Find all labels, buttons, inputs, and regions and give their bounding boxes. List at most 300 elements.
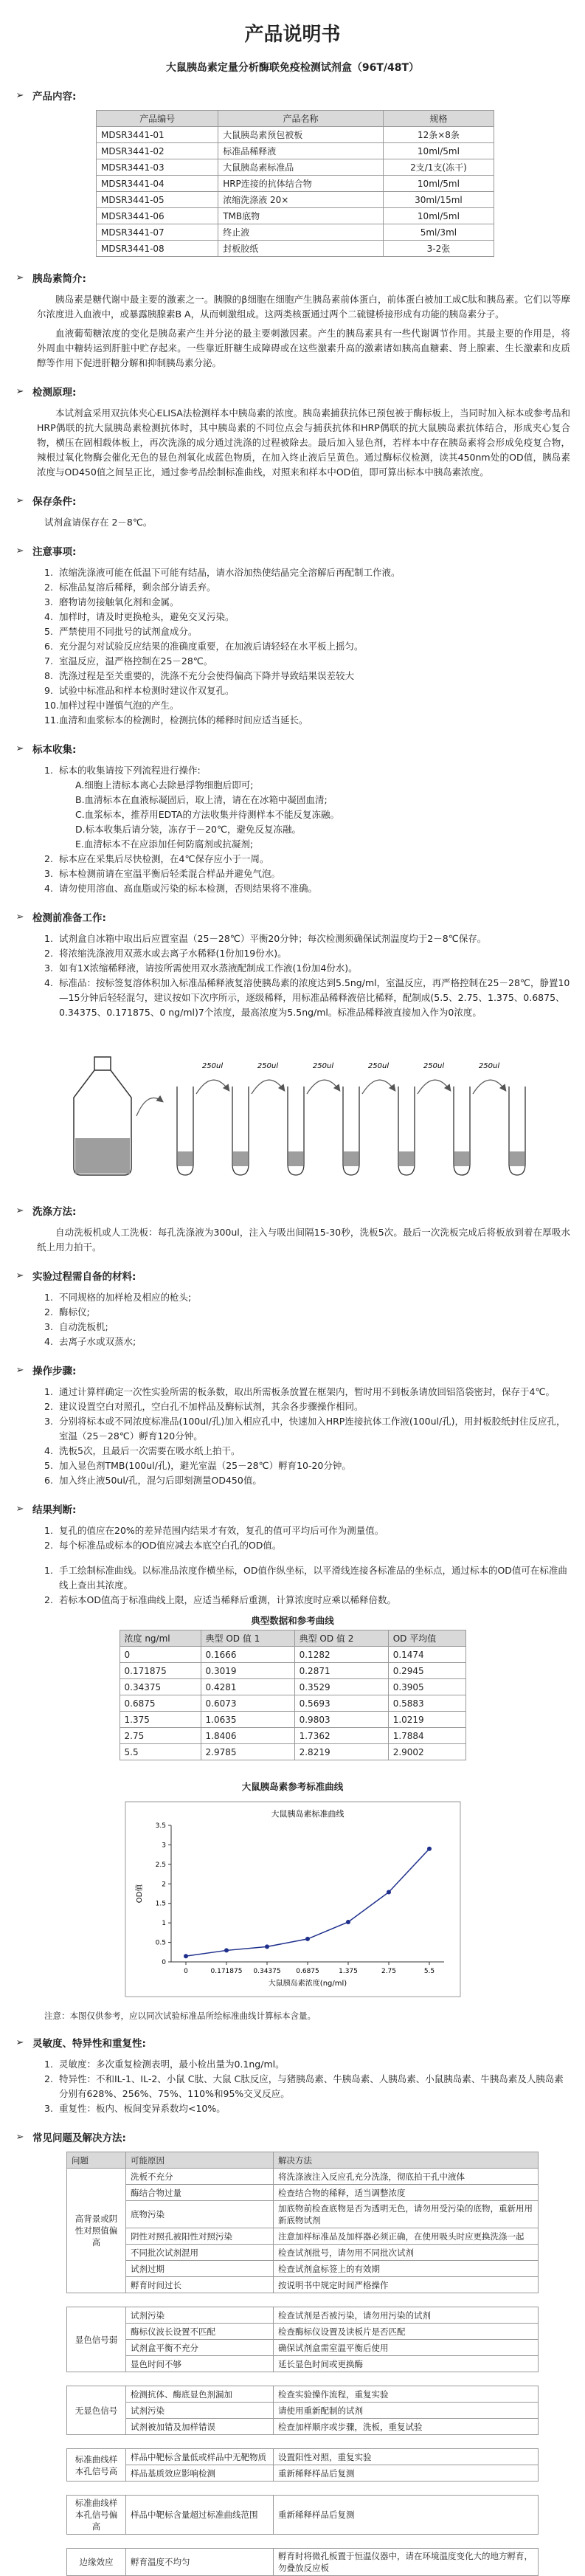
list-number: 5. — [44, 1460, 53, 1471]
section-sample — [15, 741, 570, 756]
table-row — [120, 1712, 465, 1728]
tube-icon — [232, 1086, 249, 1175]
table-spacer — [67, 2293, 539, 2307]
list-text: 严禁使用不同批号的试剂盒成分。 — [59, 626, 198, 637]
section-heading: 检测原理: — [32, 387, 77, 399]
y-tick-label: 1 — [161, 1920, 166, 1928]
x-tick-label: 0.171875 — [210, 1968, 242, 1975]
section-storage — [15, 493, 570, 508]
transfer-volume-label: 250ul — [367, 1062, 390, 1070]
table-header-row — [120, 1630, 465, 1647]
column-header: 问题 — [67, 2152, 126, 2169]
section-reagent-prep — [15, 909, 570, 924]
tube-icon — [343, 1086, 359, 1175]
table-row — [67, 2549, 539, 2576]
list-text: 通过计算样确定一次性实验所需的板条数，取出所需板条放置在框架内，暂时用不到板条请放回铝箔袋密封，保存于4℃。 — [59, 1386, 555, 1397]
results-list — [44, 1523, 570, 1553]
solution-cell: 重新稀释样品后复测 — [274, 2496, 539, 2535]
table-cell: 0.1474 — [388, 1647, 465, 1663]
sample-list — [44, 763, 570, 896]
list-number: 7. — [44, 655, 53, 667]
list-number: 1. — [44, 1292, 53, 1303]
list-item: 1. 标本的收集请按下列流程进行操作: A.细胞上清标本离心去除悬浮物细胞后即可; B.血清标本在血液标凝固后，取上清，请在在冰箱中凝固血清; C.血浆标本，推荐用EDTA的方法收集并待测样本不能反复冻融。 D.标本收集后请分装，冻存于－20℃，避免反复冻融。 E.血清标本不在应添加任何防腐剂或抗凝剂; — [44, 763, 570, 852]
cause-cell: 不同批次试剂混用 — [126, 2245, 274, 2261]
performance-list — [44, 2057, 570, 2116]
page-title: 产品说明书 — [244, 24, 341, 46]
cause-cell: 样品中靶标含量超过标准曲线范围 — [126, 2496, 274, 2535]
list-text: 加入终止液50ul/孔，混匀后即刻测量OD450值。 — [59, 1475, 262, 1486]
data-point — [224, 1948, 229, 1952]
section-intro — [15, 270, 570, 285]
list-text: 若标本OD值高于标准曲线上限，应适当稀释后重测，计算浓度时应乘以稀释倍数。 — [59, 1594, 396, 1605]
cause-cell: 试剂被加错及加样错误 — [126, 2419, 274, 2435]
tube-icon — [509, 1086, 525, 1175]
list-number: 2. — [44, 948, 53, 959]
wash-text: 自动洗板机或人工洗板：每孔洗涤液为300ul，注入与吸出间隔15-30秒，洗板5次。最后一次洗板完成后将板放到着在厚吸水纸上用力拍干。 — [37, 1227, 570, 1253]
section-heading: 灵敏度、特异性和重复性: — [32, 2038, 146, 2050]
list-text: 充分混匀对试验反应结果的准确度重要，在加液后请轻轻在水平板上摇匀。 — [59, 641, 364, 652]
table-cell: 0.9803 — [294, 1712, 388, 1728]
table-cell: 浓缩洗涤液 20× — [218, 192, 384, 208]
tube-icon — [177, 1086, 193, 1175]
table-row — [67, 2449, 539, 2465]
table-row — [67, 2340, 539, 2356]
table-row — [97, 224, 494, 241]
od-table-caption: 典型数据和参考曲线 — [251, 1615, 334, 1626]
table-row — [97, 127, 494, 143]
chart-note: 注意：本图仅供参考，应以同次试验标准品所绘标准曲线计算标本含量。 — [44, 2011, 316, 2021]
table-cell: 0.1282 — [294, 1647, 388, 1663]
list-number: 1. — [44, 1386, 53, 1397]
table-cell: 0.5883 — [388, 1695, 465, 1712]
solution-cell: 将洗涤液注入反应孔充分洗涤，彻底拍干孔中液体 — [274, 2169, 539, 2185]
table-cell: 3-2张 — [383, 241, 494, 257]
cause-cell: 孵育温度不均匀 — [126, 2549, 274, 2576]
column-header: 典型 OD 值 1 — [201, 1630, 294, 1647]
list-number: 1. — [44, 933, 53, 944]
list-number: 2. — [44, 1540, 53, 1551]
cause-cell: 酶结合物过量 — [126, 2185, 274, 2201]
table-row — [67, 2245, 539, 2261]
table-row — [97, 192, 494, 208]
transfer-volume-label: 250ul — [423, 1062, 445, 1070]
list-number: 6. — [44, 641, 53, 652]
sub-item: A.细胞上清标本离心去除悬浮物细胞后即可; — [75, 779, 254, 791]
solution-cell: 确保试剂盒需室温平衡后使用 — [274, 2340, 539, 2356]
solution-cell: 检查酶标仪设置及读板片是否匹配 — [274, 2324, 539, 2340]
list-text: 灵敏度：多次重复检测表明，最小检出量为0.1ng/ml。 — [59, 2059, 285, 2070]
table-row — [120, 1744, 465, 1760]
problem-cell: 边缘效应 — [67, 2549, 126, 2576]
list-item — [44, 1473, 570, 1488]
list-number: 11. — [44, 714, 59, 726]
table-cell: 0.3529 — [294, 1679, 388, 1695]
section-materials — [15, 1268, 570, 1283]
list-item — [44, 713, 570, 728]
storage-text: 试剂盒请保存在 2－8℃。 — [44, 517, 153, 528]
table-cell: 10ml/5ml — [383, 208, 494, 224]
section-heading: 常见问题及解决方法: — [32, 2132, 126, 2144]
arrow-right-icon: ➢ — [15, 2036, 24, 2048]
problem-cell: 显色信号弱 — [67, 2307, 126, 2372]
table-cell: 2.9785 — [201, 1744, 294, 1760]
list-item — [44, 1305, 570, 1320]
column-header: 规格 — [383, 111, 494, 127]
list-item — [44, 610, 570, 624]
table-row — [120, 1728, 465, 1744]
column-header: 浓度 ng/ml — [120, 1630, 201, 1647]
list-text: 浓缩洗涤液可能在低温下可能有结晶，请水浴加热使结晶完全溶解后再配制工作液。 — [59, 567, 401, 578]
table-cell: 大鼠胰岛素预包被板 — [218, 127, 384, 143]
list-item — [44, 961, 570, 976]
section-heading: 产品内容: — [32, 91, 77, 103]
tube-icon — [454, 1086, 470, 1175]
section-heading: 注意事项: — [32, 546, 77, 558]
table-row — [67, 2169, 539, 2185]
table-row — [97, 176, 494, 192]
table-cell: 1.7362 — [294, 1728, 388, 1744]
principle-paragraph: 本试剂盒采用双抗体夹心ELISA法检测样本中胰岛素的浓度。胰岛素捕获抗体已预包被于酶标板上，当同时加入标本或参考品和HRP偶联的抗大鼠胰岛素检测抗体时，其中胰岛素的不同位点会与捕获抗体和HRP偶联的抗大鼠胰岛素抗体结合，形成夹心复合物，横压在固相载体板上，再次洗涤的成分通过洗涤的过程被除去。最后加入显色剂，若样本中存在胰岛素将会形成免疫复合物，辣根过氧化物酶会催化无色的显色剂氧化成蓝色物质，在加入终止液后呈黄色。通过酶标仪检测，读其450nm处的OD值，胰岛素浓度与OD450值之间呈正比，通过参考品绘制标准曲线，对照来和样本中OD值，即可算出标本中胰岛素浓度。 — [37, 407, 570, 478]
list-text: 不同规格的加样枪及相应的枪头; — [59, 1292, 192, 1303]
arrow-right-icon: ➢ — [15, 1270, 24, 1281]
table-cell: 1.8406 — [201, 1728, 294, 1744]
cause-cell: 阴性对照孔被阳性对照污染 — [126, 2228, 274, 2245]
table-cell: 0.5693 — [294, 1695, 388, 1712]
steps-list — [44, 1385, 570, 1488]
table-row — [67, 2356, 539, 2372]
table-spacer — [67, 2482, 539, 2496]
list-number: 2. — [44, 1306, 53, 1318]
transfer-arrow — [362, 1080, 395, 1094]
list-text: 加样过程中谨慎气泡的产生。 — [59, 700, 179, 711]
list-item — [44, 931, 570, 946]
table-cell: 2支/1支(冻干) — [383, 159, 494, 176]
list-text: 每个标准品或标本的OD值应减去本底空白孔的OD值。 — [59, 1540, 282, 1551]
sub-item: B.血清标本在血液标凝固后，取上清，请在在冰箱中凝固血清; — [75, 794, 328, 805]
cause-cell: 试剂盒平衡不充分 — [126, 2340, 274, 2356]
table-row — [67, 2261, 539, 2277]
problem-cell: 高背景或阴性对照值偏高 — [67, 2169, 126, 2293]
list-text: 重复性：板内、板间变异系数均<10%。 — [59, 2103, 226, 2114]
x-tick-label: 0 — [183, 1968, 188, 1975]
solution-cell: 加底物前检查底物是否为透明无色，请勿用受污染的底物，重新用用新底物试剂 — [274, 2201, 539, 2228]
list-number: 1. — [44, 567, 53, 578]
table-spacer — [67, 2435, 539, 2449]
table-cell: HRP连接的抗体结合物 — [218, 176, 384, 192]
solution-cell: 延长显色时间或更换酶 — [274, 2356, 539, 2372]
column-header: 产品名称 — [218, 111, 384, 127]
cause-cell: 检测抗体、酶底显色剂漏加 — [126, 2386, 274, 2403]
list-text: 分别将标本或不同浓度标准品(100ul/孔)加入相应孔中，快速加入HRP连接抗体工作液(100ul/孔)，用封板胶纸封住反应孔，室温（25－28℃）孵育120分钟。 — [59, 1416, 566, 1442]
section-heading: 标本收集: — [32, 744, 77, 756]
column-header: OD 平均值 — [388, 1630, 465, 1647]
data-point — [346, 1920, 350, 1924]
table-row — [67, 2403, 539, 2419]
section-components — [15, 88, 570, 103]
list-text: 试验中标准品和样本检测时建议作双复孔。 — [59, 685, 235, 696]
prep-list — [44, 931, 570, 1020]
y-tick-label: 1.5 — [155, 1900, 166, 1908]
list-number: 6. — [44, 1475, 53, 1486]
list-number: 3. — [44, 1321, 53, 1332]
data-point — [305, 1937, 310, 1941]
table-cell: MDSR3441-06 — [97, 208, 218, 224]
solution-cell: 检查实验操作流程，重复实验 — [274, 2386, 539, 2403]
cause-cell: 样品基质效应影响检测 — [126, 2465, 274, 2482]
list-item — [44, 2101, 570, 2116]
cause-cell: 试剂过期 — [126, 2261, 274, 2277]
x-tick-label: 1.375 — [338, 1968, 358, 1975]
list-number: 1. — [44, 2059, 53, 2070]
table-cell: 0.3019 — [201, 1663, 294, 1679]
cause-cell: 显色时间不够 — [126, 2356, 274, 2372]
list-text: 标准品：按标签复溶体积加入标准品稀释液复溶使胰岛素的浓度达到5.5ng/ml，室温反应，再严格控制在25－28℃，静置10—15分钟后轻轻混匀，建议按如下次序所示，逐级稀释，用标准品稀释液倍比稀释，配制成(5.5、2.75、1.375、0.6875、0.34375、0.171875、0 ng/ml)7个浓度，最高浓度为5.5ng/ml。标准品稀释液直接加入作为0浓度。 — [59, 977, 570, 1018]
section-heading: 保存条件: — [32, 496, 77, 508]
intro-paragraph: 胰岛素是糖代谢中最主要的激素之一。胰腺的β细胞在细胞产生胰岛素前体蛋白，前体蛋白被加工成C肽和胰岛素。它们以等摩尔浓度进入血液中，或暴露胰腺素B A，从而刺激组成。这两类核蛋通过两个二硫键桥接形成有功能的胰岛素分子。 — [37, 294, 570, 320]
table-row — [67, 2419, 539, 2435]
table-cell: 5ml/3ml — [383, 224, 494, 241]
table-row — [67, 2228, 539, 2245]
list-item — [44, 595, 570, 610]
solution-cell: 检查结合物的稀释，适当调整浓度 — [274, 2185, 539, 2201]
section-performance — [15, 2035, 570, 2050]
dilution-diagram — [66, 1027, 568, 1190]
table-cell: 终止液 — [218, 224, 384, 241]
table-cell: 1.0219 — [388, 1712, 465, 1728]
table-cell: MDSR3441-01 — [97, 127, 218, 143]
od-table — [120, 1630, 466, 1760]
list-item — [44, 2057, 570, 2072]
arrow-right-icon: ➢ — [15, 89, 24, 101]
table-cell: 大鼠胰岛素标准品 — [218, 159, 384, 176]
list-item — [44, 1563, 570, 1593]
list-number: 8. — [44, 670, 53, 681]
section-heading: 洗涤方法: — [32, 1206, 77, 1218]
problem-cell: 无显色信号 — [67, 2386, 126, 2435]
arrow-right-icon: ➢ — [15, 495, 24, 506]
table-row — [120, 1647, 465, 1663]
section-notes — [15, 543, 570, 558]
table-cell: 封板胶纸 — [218, 241, 384, 257]
bottle-icon — [74, 1057, 131, 1175]
intro-paragraph: 血液葡萄糖浓度的变化是胰岛素产生并分泌的最主要刺激因素。产生的胰岛素具有一些代谢调节作用。其最主要的作用是，将外周血中糖转运到肝脏中贮存起来。一些靠近肝糖生成障碍或在这些激素升高的激素诸如胰高血糖素、肾上腺素、生长激素和皮质醇等作用下促进肝糖分解和抑制胰岛素分泌。 — [37, 328, 570, 368]
chart-svg — [120, 1796, 466, 2002]
list-number: 2. — [44, 582, 53, 593]
column-header: 可能原因 — [126, 2152, 274, 2169]
cause-cell: 试剂污染 — [126, 2307, 274, 2324]
list-text: 去离子水或双蒸水; — [59, 1336, 136, 1347]
chart-title: 大鼠胰岛素参考标准曲线 — [241, 1781, 344, 1792]
list-item — [44, 1593, 570, 1608]
table-cell: 10ml/5ml — [383, 176, 494, 192]
table-row — [67, 2324, 539, 2340]
table-header-row — [67, 2152, 539, 2169]
section-heading: 实验过程需自备的材料: — [32, 1271, 136, 1283]
y-tick-label: 0 — [161, 1959, 166, 1966]
sub-item: C.血浆标本，推荐用EDTA的方法收集并待测样本不能反复冻融。 — [75, 809, 339, 820]
arrow-right-icon: ➢ — [15, 1503, 24, 1515]
data-point — [427, 1847, 432, 1851]
table-cell: MDSR3441-07 — [97, 224, 218, 241]
table-cell: 5.5 — [120, 1744, 201, 1760]
list-item — [44, 1459, 570, 1473]
y-axis-label: OD值 — [135, 1884, 144, 1904]
solution-cell: 检查试剂是否被污染，请勿用污染的试剂 — [274, 2307, 539, 2324]
tube-icon — [288, 1086, 304, 1175]
table-cell: 0.2871 — [294, 1663, 388, 1679]
list-item — [44, 1444, 570, 1459]
list-text: 自动洗板机; — [59, 1321, 108, 1332]
table-row — [67, 2386, 539, 2403]
table-row — [97, 143, 494, 159]
arrow-right-icon: ➢ — [15, 545, 24, 557]
list-text: 室温反应，温严格控制在25－28℃。 — [59, 655, 213, 667]
list-number: 2. — [44, 2073, 53, 2084]
list-item — [44, 1320, 570, 1335]
list-number: 5. — [44, 626, 53, 637]
arrow-right-icon: ➢ — [15, 1364, 24, 1376]
table-cell: 0.6073 — [201, 1695, 294, 1712]
table-row — [67, 2496, 539, 2535]
x-tick-label: 0.6875 — [295, 1968, 319, 1975]
solution-cell: 按说明书中规定时间严格操作 — [274, 2277, 539, 2293]
results-list — [44, 1563, 570, 1608]
list-item — [44, 2072, 570, 2101]
table-cell: 1.7884 — [388, 1728, 465, 1744]
cause-cell: 底物污染 — [126, 2201, 274, 2228]
section-heading: 胰岛素简介: — [32, 273, 86, 285]
section-principle — [15, 384, 570, 399]
column-header: 解决方法 — [274, 2152, 539, 2169]
tube-icon — [398, 1086, 415, 1175]
list-number: 4. — [44, 611, 53, 622]
table-row — [67, 2307, 539, 2324]
list-number: 2. — [44, 1594, 53, 1605]
table-cell: 1.0635 — [201, 1712, 294, 1728]
y-tick-label: 2.5 — [155, 1861, 166, 1869]
x-tick-label: 0.34375 — [252, 1968, 281, 1975]
table-cell: 12条×8条 — [383, 127, 494, 143]
list-item — [44, 976, 570, 1020]
transfer-arrow — [473, 1080, 505, 1094]
problem-cell: 标准曲线样本孔信号高 — [67, 2449, 126, 2482]
arrow-right-icon: ➢ — [15, 272, 24, 283]
cause-cell: 洗板不充分 — [126, 2169, 274, 2185]
data-point — [387, 1890, 391, 1894]
x-axis-label: 大鼠胰岛素浓度(ng/ml) — [268, 1980, 347, 1988]
list-text: 加样时，请及时更换枪头，避免交叉污染。 — [59, 611, 235, 622]
section-results — [15, 1501, 570, 1516]
list-text: 洗板5次，且最后一次需要在吸水纸上拍干。 — [59, 1445, 240, 1456]
transfer-arrow — [196, 1080, 229, 1094]
table-cell: MDSR3441-02 — [97, 143, 218, 159]
list-item — [44, 639, 570, 654]
section-steps — [15, 1363, 570, 1377]
list-text: 酶标仪; — [59, 1306, 90, 1318]
arrow-right-icon: ➢ — [15, 911, 24, 923]
data-point — [265, 1944, 269, 1949]
solution-cell: 检查试剂批号，请勿用不同批次试剂 — [274, 2245, 539, 2261]
list-item — [44, 624, 570, 639]
table-cell: MDSR3441-05 — [97, 192, 218, 208]
table-row — [67, 2277, 539, 2293]
table-cell: 1.375 — [120, 1712, 201, 1728]
list-item — [44, 669, 570, 683]
table-cell: MDSR3441-08 — [97, 241, 218, 257]
solution-cell: 检查试剂盒标签上的有效期 — [274, 2261, 539, 2277]
table-cell: 0.171875 — [120, 1663, 201, 1679]
list-text: 试剂盒自冰箱中取出后应置室温（25－28℃）平衡20分钟；每次检测须确保试剂温度均于2－8℃保存。 — [59, 933, 487, 944]
column-header: 典型 OD 值 2 — [294, 1630, 388, 1647]
y-tick-label: 3 — [161, 1842, 166, 1850]
list-text: 加入显色剂TMB(100ul/孔)，避光室温（25－28℃）孵育10-20分钟。 — [59, 1460, 351, 1471]
arrow-right-icon: ➢ — [15, 385, 24, 397]
list-item — [44, 683, 570, 698]
cause-cell: 孵育时间过长 — [126, 2277, 274, 2293]
table-cell: 2.75 — [120, 1728, 201, 1744]
table-cell: 0.1666 — [201, 1647, 294, 1663]
table-cell: 0 — [120, 1647, 201, 1663]
list-item — [44, 1399, 570, 1414]
list-item — [44, 698, 570, 713]
list-item — [44, 1335, 570, 1349]
list-number: 1. — [44, 1525, 53, 1536]
table-row — [120, 1695, 465, 1712]
sub-item: D.标本收集后请分装，冻存于－20℃，避免反复冻融。 — [75, 824, 302, 835]
materials-list — [44, 1290, 570, 1349]
list-item: 2. 标本应在采集后尽快检测，在4℃保存应小于一周。 — [44, 853, 269, 864]
y-tick-label: 0.5 — [155, 1939, 166, 1947]
notes-list — [44, 565, 570, 728]
table-row — [120, 1663, 465, 1679]
list-text: 洗涤过程是至关重要的，洗涤不充分会使得偏高下降并导致结果误差较大 — [59, 670, 355, 681]
transfer-volume-label: 250ul — [312, 1062, 334, 1070]
standard-curve-chart — [120, 1796, 466, 2005]
table-cell: 0.6875 — [120, 1695, 201, 1712]
section-heading: 检测前准备工作: — [32, 912, 106, 924]
table-spacer — [67, 2535, 539, 2549]
table-row — [67, 2201, 539, 2228]
table-row — [67, 2185, 539, 2201]
components-table — [96, 110, 494, 257]
table-cell: TMB底物 — [218, 208, 384, 224]
table-row — [97, 159, 494, 176]
section-heading: 操作步骤: — [32, 1366, 77, 1377]
table-cell: 标准品稀释液 — [218, 143, 384, 159]
list-number: 4. — [44, 1336, 53, 1347]
table-cell: 2.8219 — [294, 1744, 388, 1760]
table-cell: 0.3905 — [388, 1679, 465, 1695]
solution-cell: 检查加样顺序或步骤，洗板，重复试验 — [274, 2419, 539, 2435]
section-heading: 结果判断: — [32, 1504, 77, 1516]
document-page — [15, 0, 570, 2576]
section-faq — [15, 2129, 570, 2144]
table-cell: 0.34375 — [120, 1679, 201, 1695]
list-item — [44, 1523, 570, 1538]
arrow-right-icon: ➢ — [15, 2131, 24, 2143]
table-row — [120, 1679, 465, 1695]
list-item — [44, 1290, 570, 1305]
y-tick-label: 3.5 — [155, 1822, 166, 1830]
table-cell: 0.2945 — [388, 1663, 465, 1679]
section-wash — [15, 1203, 570, 1218]
table-cell: MDSR3441-03 — [97, 159, 218, 176]
list-number: 9. — [44, 685, 53, 696]
list-text: 建议设置空白对照孔，空白孔不加样品及酶标试剂，其余各步骤操作相同。 — [59, 1401, 364, 1412]
data-point — [184, 1954, 188, 1958]
list-text: 如有1X浓缩稀释液，请按所需使用双水蒸液配制成工作液(1份加4份水)。 — [59, 962, 358, 974]
list-number: 1. — [44, 1565, 53, 1576]
